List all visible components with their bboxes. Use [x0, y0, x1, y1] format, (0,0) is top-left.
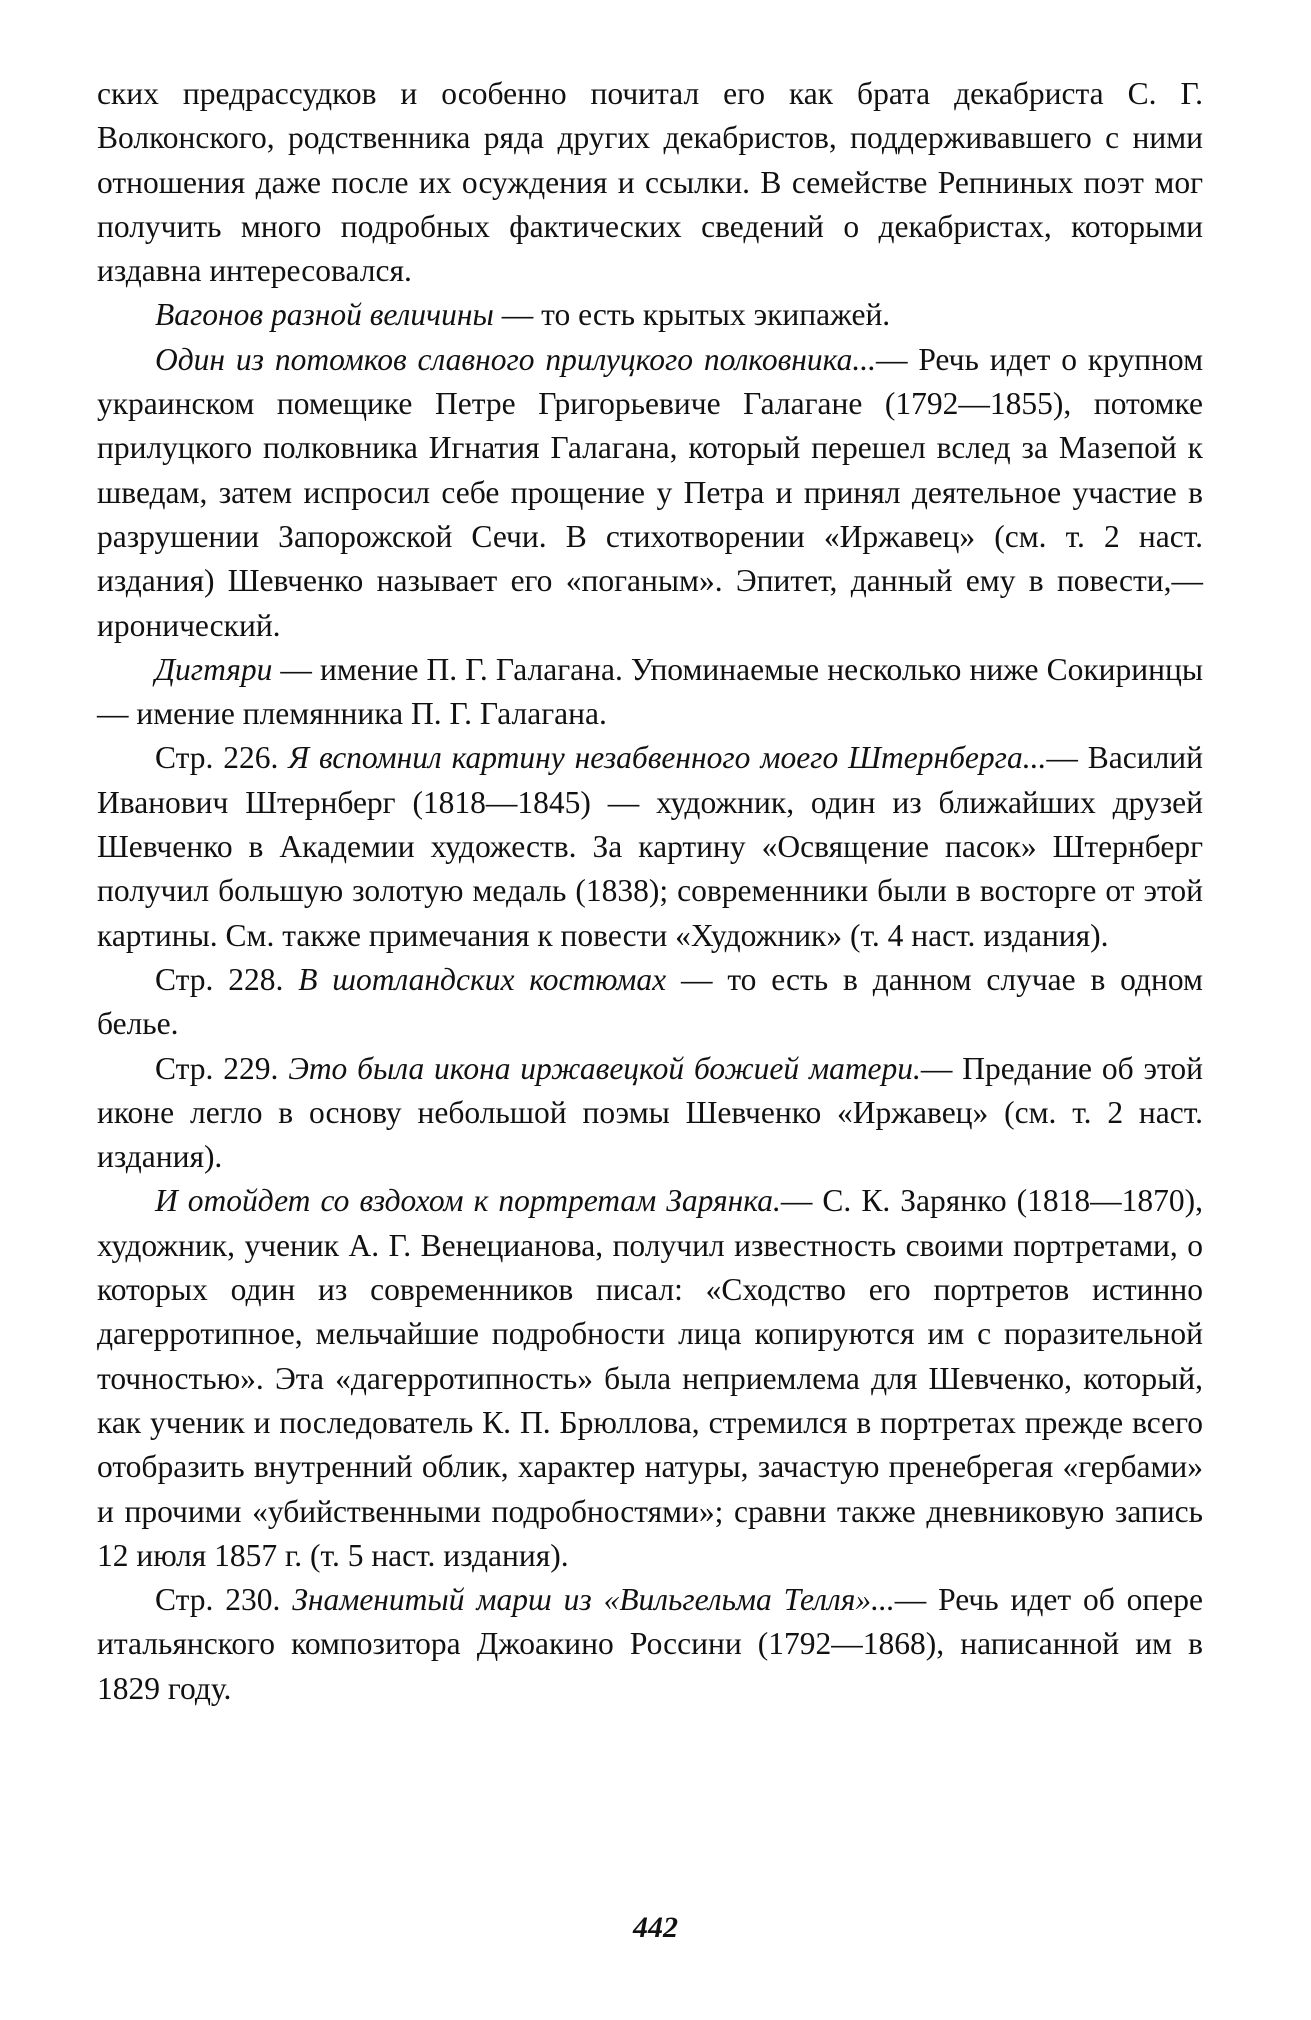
paragraph-2 — [97, 293, 1203, 337]
paragraph-7-emph: Это была икона иржавецкой божией матери. — [288, 1050, 921, 1086]
paragraph-5-lead: Стр. 226. — [155, 740, 289, 776]
paragraph-4-text: — имение П. Г. Галагана. Упоминаемые несколько ниже Сокиринцы — имение племянника П. Г. Галагана. — [97, 651, 1203, 732]
paragraph-7 — [97, 1047, 1203, 1180]
paragraph-8-text: — С. К. Зарянко (1818—1870), художник, ученик А. Г. Венецианова, получил известность своими портретами, о которых один из современников писал: «Сходство его портретов истинно дагерротипное, мельчайшие подробности лица копируются им с поразительной точностью». Эта «дагерротипность» была неприемлема для Шевченко, который, как ученик и последователь К. П. Брюллова, стремился в портретах прежде всего отобразить внутренний облик, характер натуры, зачастую пренебрегая «гербами» и прочими «убийственными подробностями»; сравни также дневниковую запись 12 июля 1857 г. (т. 5 наст. издания). — [97, 1183, 1203, 1573]
paragraph-6-lead: Стр. 228. — [155, 961, 299, 997]
paragraph-5-text: — Василий Иванович Штернберг (1818—1845) — художник, один из ближайших друзей Шевченко в Академии художеств. За картину «Освящение пасок» Штернберг получил большую золотую медаль (1838); современники были в восторге от этой картины. См. также примечания к повести «Художник» (т. 4 наст. издания). — [97, 740, 1204, 953]
paragraph-8-emph: И отойдет со вздохом к портретам Зарянка. — [155, 1183, 781, 1219]
paragraph-2-emph: Вагонов разной величины — [155, 297, 494, 333]
paragraph-9-text: — Речь идет об опере итальянского композитора Джоакино Россини (1792—1868), написанной им в 1829 году. — [97, 1582, 1203, 1706]
paragraph-7-lead: Стр. 229. — [155, 1050, 289, 1086]
paragraph-1 — [97, 72, 1203, 293]
paragraph-8 — [97, 1179, 1203, 1578]
paragraph-6-emph: В шотландских костюмах — [298, 961, 667, 997]
paragraph-6 — [97, 958, 1203, 1047]
paragraph-5-emph: Я вспомнил картину незабвенного моего Штернберга... — [288, 740, 1047, 776]
paragraph-6-text: — то есть в данном случае в одном белье. — [97, 961, 1203, 1042]
paragraph-2-text: — то есть крытых экипажей. — [493, 297, 891, 333]
paragraph-4-emph: Дигтяри — [155, 651, 273, 687]
paragraph-3 — [97, 338, 1203, 648]
page-number: 442 — [633, 1911, 678, 1944]
paragraph-4 — [97, 648, 1203, 737]
document-page — [97, 72, 1203, 1711]
paragraph-5 — [97, 736, 1203, 957]
paragraph-1-text: ских предрассудков и особенно почитал его как брата декабриста С. Г. Волконского, родственника ряда других декабристов, поддерживавшего с ними отношения даже после их осуждения и ссылки. В семействе Репниных поэт мог получить много подробных фактических сведений о декабристах, которыми издавна интересовался. — [97, 76, 1203, 289]
paragraph-9-emph: Знаменитый марш из «Вильгельма Телля»... — [292, 1582, 895, 1618]
paragraph-3-text: — Речь идет о крупном украинском помещике Петре Григорьевиче Галагане (1792—1855), потомке прилуцкого полковника Игнатия Галагана, который перешел вслед за Мазепой к шведам, затем испросил себе прощение у Петра и принял деятельное участие в разрушении Запорожской Сечи. В стихотворении «Иржавец» (см. т. 2 наст. издания) Шевченко называет его «поганым». Эпитет, данный ему в повести,— иронический. — [97, 341, 1204, 643]
paragraph-3-emph: Один из потомков славного прилуцкого полковника... — [155, 341, 876, 377]
paragraph-9 — [97, 1578, 1203, 1711]
paragraph-9-lead: Стр. 230. — [155, 1582, 293, 1618]
paragraph-7-text: — Предание об этой иконе легло в основу небольшой поэмы Шевченко «Иржавец» (см. т. 2 наст. издания). — [97, 1050, 1203, 1175]
